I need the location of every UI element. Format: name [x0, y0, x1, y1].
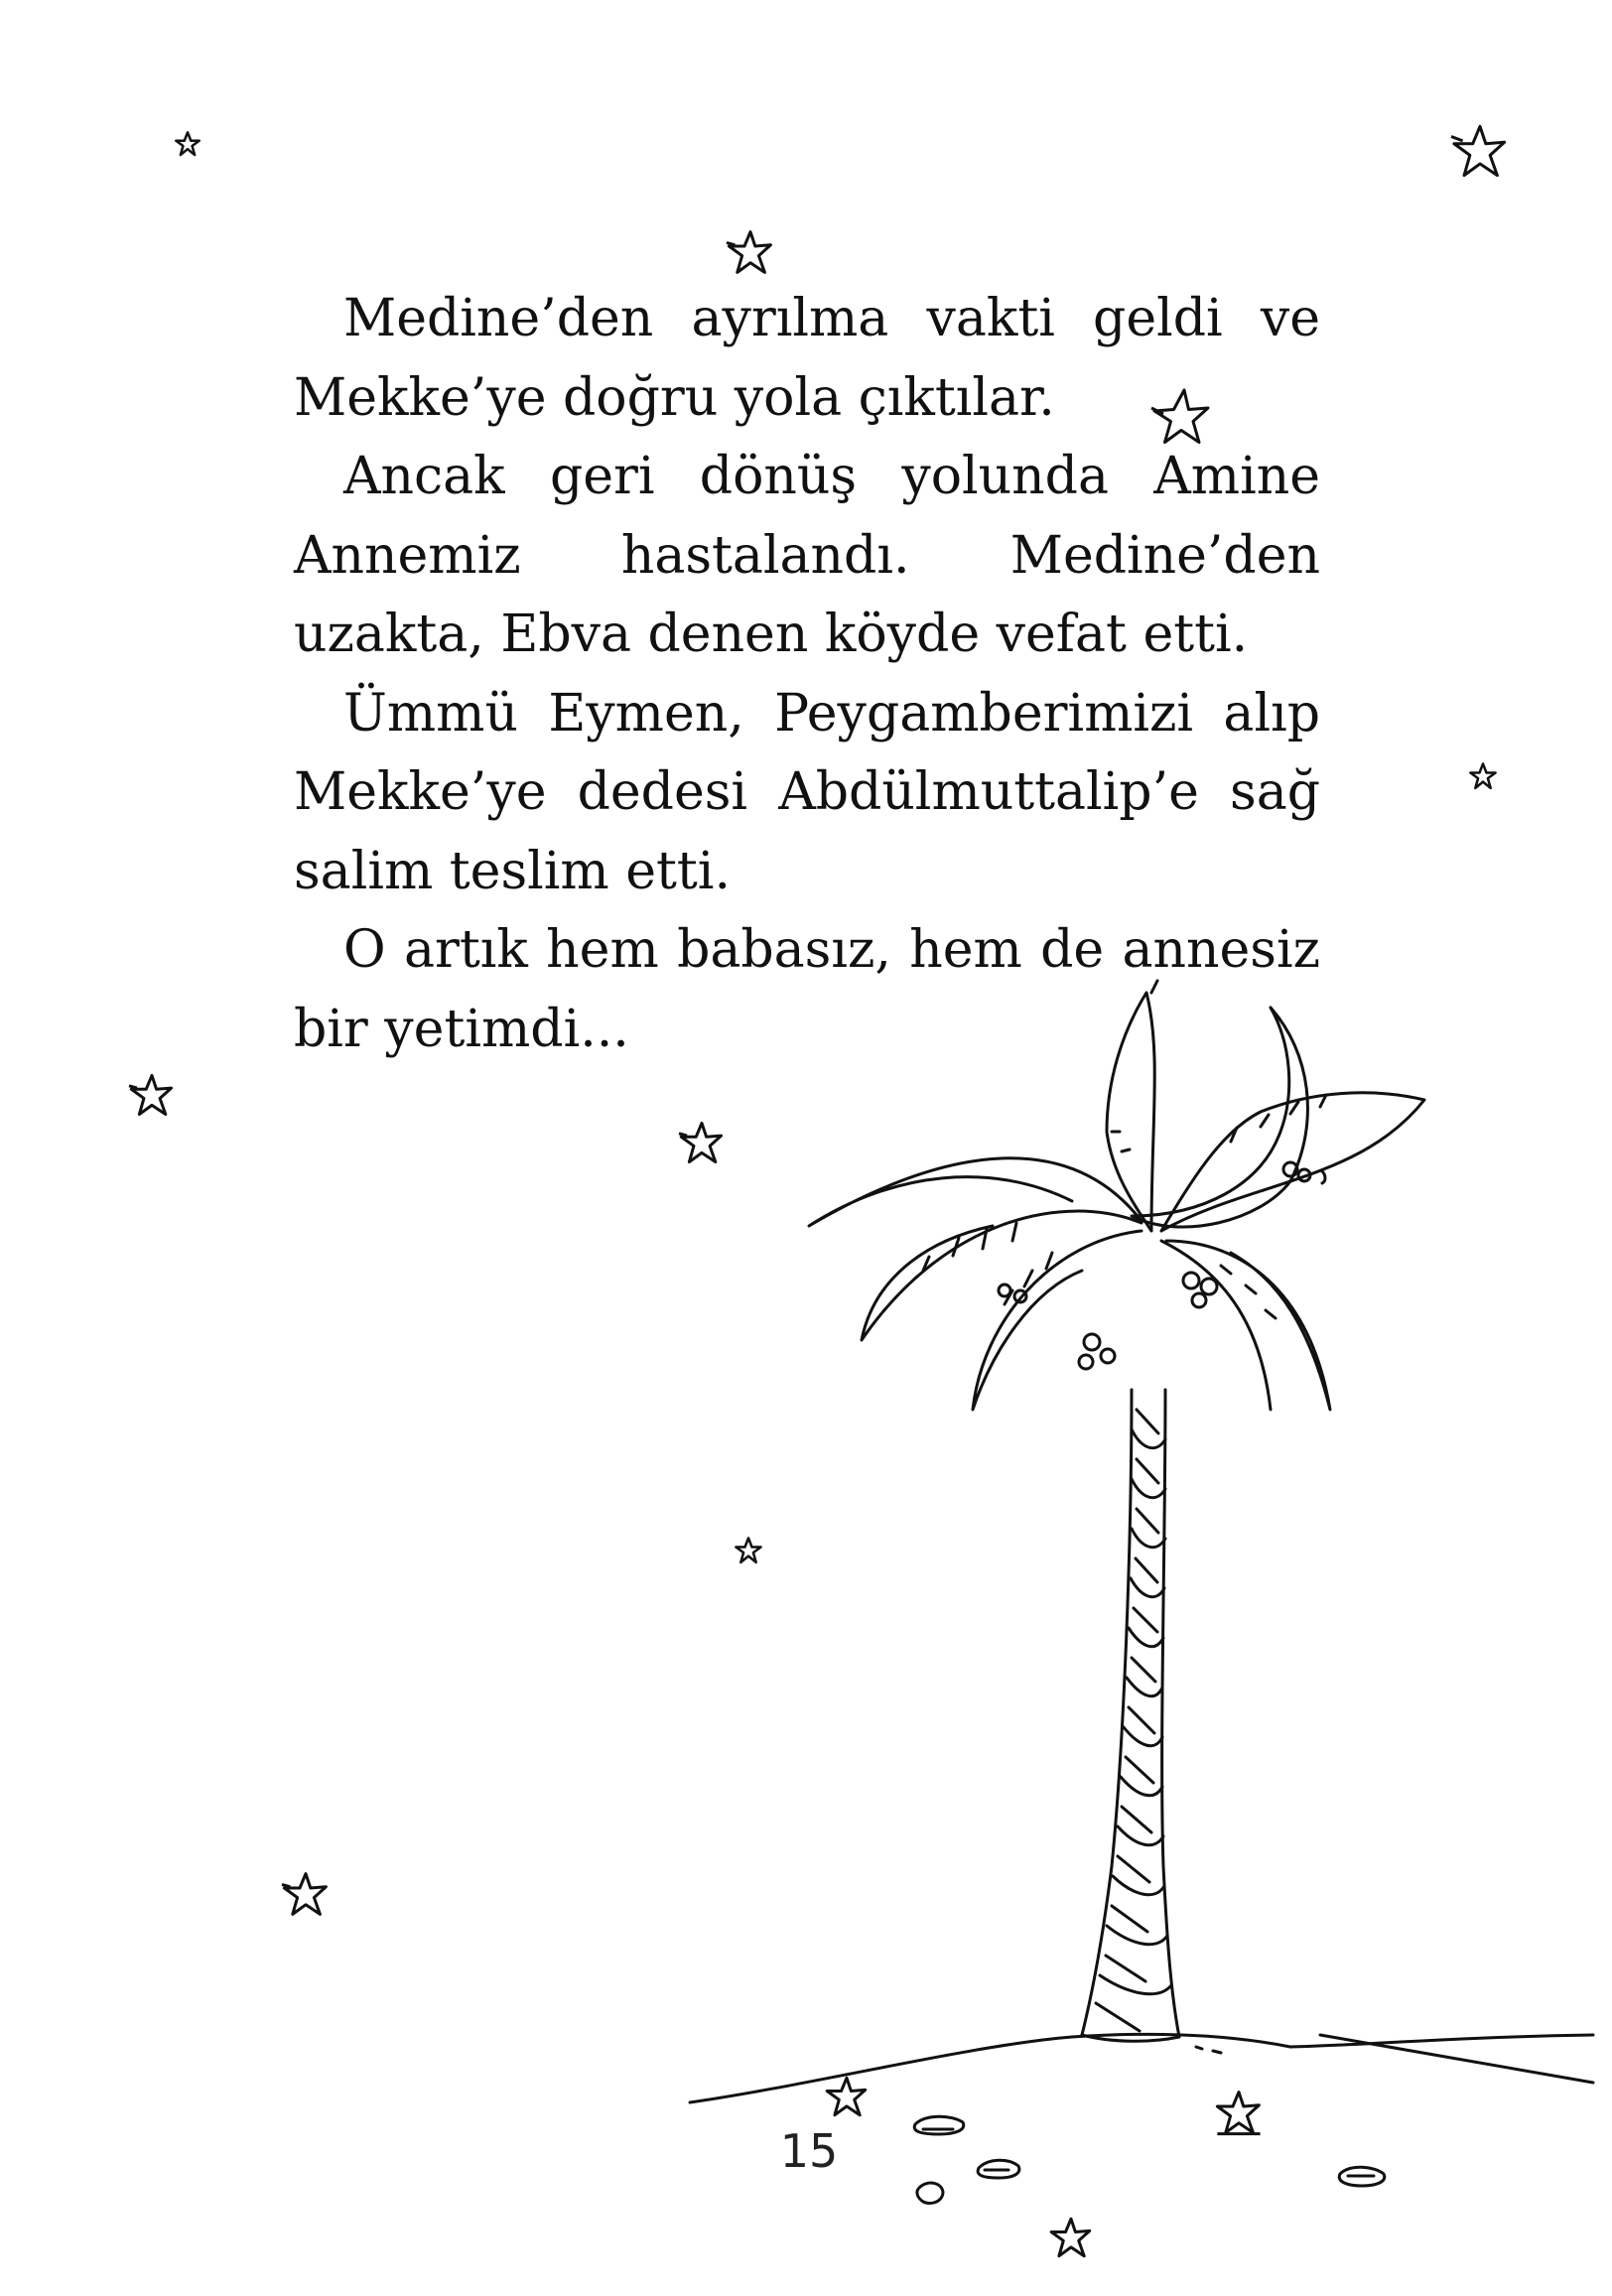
star-icon	[727, 228, 774, 276]
star-icon	[1469, 762, 1497, 790]
star-icon	[129, 1072, 175, 1118]
paragraph-3: Ümmü Eymen, Peygamberimizi alıp Mekke’ye dedesi Abdülmuttalip’e sağ salim teslim etti.	[294, 683, 1320, 901]
paragraph-2: Ancak geri dönüş yolunda Amine Annemiz hastalandı. Medine’den uzakta, Ebva denen köyde vefat etti.	[294, 447, 1320, 664]
palm-tree-icon	[675, 983, 1612, 2296]
star-icon	[282, 1870, 330, 1918]
star-icon	[1151, 387, 1211, 447]
star-icon	[1451, 121, 1509, 181]
paragraph-1: Medine’den ayrılma vakti geldi ve Mekke’ye doğru yola çıktılar.	[294, 289, 1320, 428]
paragraph-4: O artık hem babasız, hem de annesiz bir yetimdi...	[294, 920, 1320, 1059]
page-number: 15	[779, 2124, 839, 2178]
star-icon	[175, 131, 201, 157]
